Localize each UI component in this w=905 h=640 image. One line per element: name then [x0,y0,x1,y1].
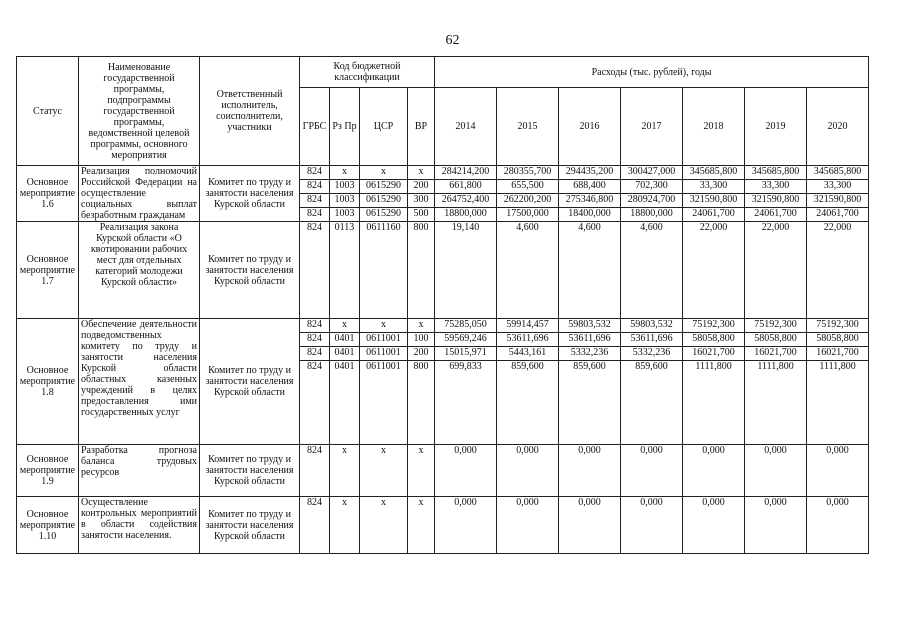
value-cell: 17500,000 [497,208,559,222]
value-cell: 18800,000 [621,208,683,222]
header-year: 2017 [621,88,683,166]
value-cell: 16021,700 [807,347,869,361]
value-cell: 0,000 [807,445,869,497]
csr-cell: x [360,497,408,554]
value-cell: 22,000 [683,222,745,319]
value-cell: 53611,696 [621,333,683,347]
responsible-cell: Комитет по труду и занятости населения Курской области [200,222,300,319]
grbs-cell: 824 [300,166,330,180]
name-cell: Разработка прогноза баланса трудовых ресурсов [79,445,200,497]
value-cell: 321590,800 [683,194,745,208]
value-cell: 280355,700 [497,166,559,180]
grbs-cell: 824 [300,180,330,194]
value-cell: 18800,000 [435,208,497,222]
table-row [17,445,869,497]
value-cell: 262200,200 [497,194,559,208]
vr-cell: 800 [408,222,435,319]
value-cell: 75285,050 [435,319,497,333]
grbs-cell: 824 [300,347,330,361]
table-row [17,166,869,180]
grbs-cell: 824 [300,194,330,208]
value-cell: 702,300 [621,180,683,194]
value-cell: 5443,161 [497,347,559,361]
value-cell: 15015,971 [435,347,497,361]
csr-cell: 0611001 [360,347,408,361]
responsible-cell: Комитет по труду и занятости населения Курской области [200,166,300,222]
value-cell: 59914,457 [497,319,559,333]
header-status: Статус [17,57,79,166]
name-cell: Осуществление контрольных мероприятий в области содействия занятости населения. [79,497,200,554]
value-cell: 0,000 [683,497,745,554]
value-cell: 321590,800 [807,194,869,208]
value-cell: 321590,800 [745,194,807,208]
value-cell: 345685,800 [683,166,745,180]
header-year: 2020 [807,88,869,166]
value-cell: 280924,700 [621,194,683,208]
value-cell: 294435,200 [559,166,621,180]
page-number: 62 [445,33,460,48]
grbs-cell: 824 [300,319,330,333]
vr-cell: 500 [408,208,435,222]
value-cell: 0,000 [435,445,497,497]
csr-cell: 0611001 [360,333,408,347]
value-cell: 22,000 [807,222,869,319]
value-cell: 284214,200 [435,166,497,180]
value-cell: 0,000 [497,497,559,554]
csr-cell: 0611160 [360,222,408,319]
value-cell: 33,300 [683,180,745,194]
value-cell: 0,000 [807,497,869,554]
value-cell: 859,600 [497,361,559,445]
value-cell: 4,600 [559,222,621,319]
grbs-cell: 824 [300,445,330,497]
header-grbs: ГРБС [300,88,330,166]
value-cell: 688,400 [559,180,621,194]
name-cell: Обеспечение деятельности подведомственных комитету по труду и занятости населения Курской области областных казенных учреждений в целях предоставления ими государственных услуг [79,319,200,445]
vr-cell: 300 [408,194,435,208]
table-body [17,166,869,554]
value-cell: 75192,300 [807,319,869,333]
header-rzpr: Рз Пр [330,88,360,166]
vr-cell: 200 [408,180,435,194]
table-row [17,319,869,333]
header-vr: ВР [408,88,435,166]
vr-cell: 800 [408,361,435,445]
vr-cell: x [408,497,435,554]
grbs-cell: 824 [300,222,330,319]
vr-cell: x [408,166,435,180]
vr-cell: x [408,319,435,333]
value-cell: 75192,300 [745,319,807,333]
value-cell: 4,600 [621,222,683,319]
table-row [17,222,869,319]
value-cell: 345685,800 [807,166,869,180]
rzpr-cell: x [330,445,360,497]
value-cell: 0,000 [621,445,683,497]
value-cell: 0,000 [497,445,559,497]
csr-cell: 0611001 [360,361,408,445]
header-year: 2015 [497,88,559,166]
status-cell: Основное мероприятие 1.10 [17,497,79,554]
value-cell: 5332,236 [621,347,683,361]
value-cell: 58058,800 [745,333,807,347]
value-cell: 300427,000 [621,166,683,180]
value-cell: 33,300 [807,180,869,194]
responsible-cell: Комитет по труду и занятости населения Курской области [200,445,300,497]
value-cell: 859,600 [621,361,683,445]
value-cell: 4,600 [497,222,559,319]
header-expenses: Расходы (тыс. рублей), годы [435,57,869,88]
grbs-cell: 824 [300,333,330,347]
value-cell: 0,000 [745,497,807,554]
value-cell: 0,000 [683,445,745,497]
value-cell: 59803,532 [559,319,621,333]
value-cell: 53611,696 [559,333,621,347]
rzpr-cell: 1003 [330,194,360,208]
table-row [17,497,869,554]
status-cell: Основное мероприятие 1.7 [17,222,79,319]
header-name: Наименование государственной программы, подпрограммы государственной программы, ведомственной целевой программы, основного мероприятия [79,57,200,166]
value-cell: 0,000 [559,497,621,554]
csr-cell: x [360,166,408,180]
value-cell: 1111,800 [745,361,807,445]
responsible-cell: Комитет по труду и занятости населения Курской области [200,319,300,445]
value-cell: 59569,246 [435,333,497,347]
value-cell: 33,300 [745,180,807,194]
value-cell: 0,000 [621,497,683,554]
header-year: 2019 [745,88,807,166]
header-responsible: Ответственный исполнитель, соисполнители, участники [200,57,300,166]
vr-cell: 100 [408,333,435,347]
value-cell: 859,600 [559,361,621,445]
value-cell: 53611,696 [497,333,559,347]
rzpr-cell: x [330,319,360,333]
value-cell: 18400,000 [559,208,621,222]
rzpr-cell: 0401 [330,361,360,445]
header-budget-code: Код бюджетной классификации [300,57,435,88]
value-cell: 16021,700 [745,347,807,361]
rzpr-cell: 1003 [330,180,360,194]
header-csr: ЦСР [360,88,408,166]
value-cell: 19,140 [435,222,497,319]
value-cell: 16021,700 [683,347,745,361]
status-cell: Основное мероприятие 1.8 [17,319,79,445]
status-cell: Основное мероприятие 1.6 [17,166,79,222]
rzpr-cell: x [330,497,360,554]
responsible-cell: Комитет по труду и занятости населения Курской области [200,497,300,554]
name-cell: Реализация закона Курской области «О квотировании рабочих мест для отдельных категорий молодежи Курской области» [79,222,200,319]
rzpr-cell: x [330,166,360,180]
csr-cell: x [360,445,408,497]
value-cell: 75192,300 [683,319,745,333]
vr-cell: x [408,445,435,497]
value-cell: 5332,236 [559,347,621,361]
status-cell: Основное мероприятие 1.9 [17,445,79,497]
value-cell: 58058,800 [683,333,745,347]
value-cell: 275346,800 [559,194,621,208]
header-year: 2014 [435,88,497,166]
vr-cell: 200 [408,347,435,361]
value-cell: 655,500 [497,180,559,194]
value-cell: 24061,700 [807,208,869,222]
value-cell: 59803,532 [621,319,683,333]
name-cell: Реализация полномочий Российской Федерации на осуществление социальных выплат безработным гражданам [79,166,200,222]
rzpr-cell: 1003 [330,208,360,222]
value-cell: 661,800 [435,180,497,194]
header-year: 2016 [559,88,621,166]
value-cell: 0,000 [435,497,497,554]
value-cell: 1111,800 [683,361,745,445]
rzpr-cell: 0113 [330,222,360,319]
value-cell: 264752,400 [435,194,497,208]
csr-cell: 0615290 [360,180,408,194]
rzpr-cell: 0401 [330,347,360,361]
csr-cell: x [360,319,408,333]
budget-table [16,56,869,554]
value-cell: 24061,700 [745,208,807,222]
value-cell: 1111,800 [807,361,869,445]
csr-cell: 0615290 [360,194,408,208]
value-cell: 699,833 [435,361,497,445]
value-cell: 345685,800 [745,166,807,180]
value-cell: 24061,700 [683,208,745,222]
value-cell: 0,000 [745,445,807,497]
value-cell: 0,000 [559,445,621,497]
rzpr-cell: 0401 [330,333,360,347]
value-cell: 22,000 [745,222,807,319]
value-cell: 58058,800 [807,333,869,347]
grbs-cell: 824 [300,208,330,222]
grbs-cell: 824 [300,497,330,554]
grbs-cell: 824 [300,361,330,445]
csr-cell: 0615290 [360,208,408,222]
header-year: 2018 [683,88,745,166]
